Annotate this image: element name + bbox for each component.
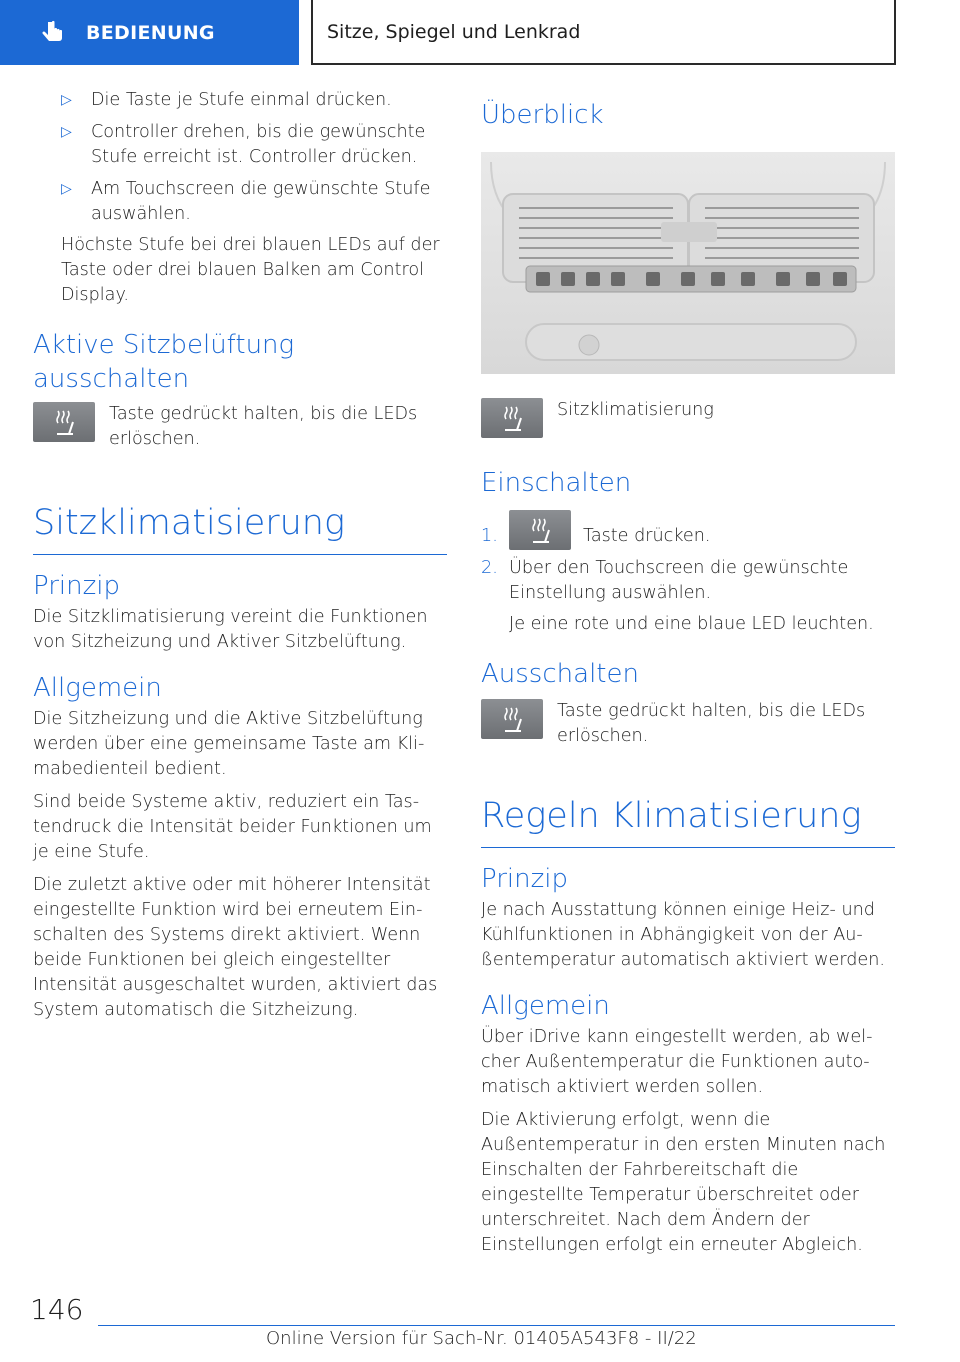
general-paragraph: Die zuletzt aktive oder mit höherer Intensität eingestellte Funktion wird bei erneutem Einschalten des Systems direkt aktiviert. Wenn beide Funktionen bei gleich eingestellter Intensität ausgeschaltet wurden, aktiviert das System automatisch die Sitzheizung. bbox=[33, 875, 438, 1020]
climate-panel-photo bbox=[481, 152, 895, 374]
section-tab bbox=[0, 0, 299, 65]
seat-climate-icon bbox=[497, 403, 527, 433]
seat-climate-icon bbox=[525, 515, 555, 545]
off-heading: Ausschalten bbox=[481, 659, 639, 689]
off-instruction bbox=[33, 402, 447, 452]
max-level-text: Höchste Stufe bei drei blauen LEDs auf der Taste oder drei blauen Balken am Control Display. bbox=[61, 235, 440, 305]
main-heading: Sitzklimatisierung bbox=[33, 502, 447, 555]
list-item: ▷ Die Taste je Stufe einmal drücken. bbox=[33, 88, 447, 113]
page-number: 146 bbox=[30, 1293, 84, 1326]
general-paragraph: Die Aktivierung erfolgt, wenn die Außentemperatur in den ersten Minuten nach Einschalten der Fahrbereitschaft die eingestellte Temperatur überschreitet oder unterschreitet. Nach dem Ändern der Einstellungen erfolgt ein erneuter Abgleich. bbox=[481, 1110, 886, 1255]
on-note: Je eine rote und eine blaue LED leuchten. bbox=[509, 614, 874, 634]
list-item: 1. Taste drücken. bbox=[481, 510, 895, 550]
triangle-bullet-icon: ▷ bbox=[61, 124, 72, 140]
hand-pointer-icon bbox=[40, 20, 66, 46]
general-paragraph: Sind beide Systeme aktiv, reduziert ein Tastendruck die Intensität beider Funktionen um je eine Stufe. bbox=[33, 792, 432, 862]
chapter-header bbox=[311, 0, 896, 65]
principle-heading: Prinzip bbox=[481, 864, 568, 894]
icon-legend bbox=[481, 398, 895, 438]
list-item: 2. Über den Touchscreen die gewünschte Einstellung auswählen. bbox=[481, 558, 849, 603]
off-text: Taste gedrückt halten, bis die LEDs erlöschen. bbox=[109, 404, 418, 449]
left-column bbox=[33, 88, 447, 1023]
triangle-bullet-icon: ▷ bbox=[61, 92, 72, 108]
list-item: ▷ Am Touchscreen die gewünschte Stufe auswählen. bbox=[61, 179, 431, 224]
principle-text: Die Sitzklimatisierung vereint die Funktionen von Sitzheizung und Aktiver Sitzbelüftung. bbox=[33, 607, 428, 652]
icon-caption: Sitzklimatisierung bbox=[557, 400, 714, 420]
seat-climate-icon bbox=[49, 407, 79, 437]
section-heading: Aktive Sitzbelüftung ausschalten bbox=[33, 330, 295, 394]
general-heading: Allgemein bbox=[481, 991, 610, 1021]
main-heading: Regeln Klimatisierung bbox=[481, 795, 895, 848]
general-paragraph: Die Sitzheizung und die Aktive Sitzbelüftung werden über eine gemeinsame Taste am Klimabedienteil bedient. bbox=[33, 709, 425, 779]
right-column bbox=[481, 88, 895, 1258]
on-steps bbox=[481, 510, 895, 606]
off-text: Taste gedrückt halten, bis die LEDs erlöschen. bbox=[557, 701, 866, 746]
general-heading: Allgemein bbox=[33, 673, 162, 703]
seat-climate-button-icon bbox=[481, 398, 543, 438]
seat-climate-button-icon bbox=[481, 699, 543, 739]
overview-heading: Überblick bbox=[481, 100, 604, 130]
footer-divider bbox=[98, 1325, 895, 1326]
on-heading: Einschalten bbox=[481, 468, 632, 498]
triangle-bullet-icon: ▷ bbox=[61, 181, 72, 197]
general-paragraph: Über iDrive kann eingestellt werden, ab welcher Außentemperatur die Funktionen automatisch aktiviert werden sollen. bbox=[481, 1027, 873, 1097]
off-instruction bbox=[481, 699, 895, 749]
principle-heading: Prinzip bbox=[33, 571, 120, 601]
seat-climate-button-icon bbox=[509, 510, 571, 550]
seat-climate-icon bbox=[497, 704, 527, 734]
section-label: BEDIENUNG bbox=[86, 21, 215, 44]
chapter-title: Sitze, Spiegel und Lenkrad bbox=[327, 20, 581, 43]
step-list bbox=[33, 88, 447, 227]
seat-climate-button-icon bbox=[33, 402, 95, 442]
online-version-text: Online Version für Sach-Nr. 01405A543F8 - II/22 bbox=[266, 1328, 697, 1349]
principle-text: Je nach Ausstattung können einige Heiz- und Kühlfunktionen in Abhängigkeit von der Außentemperatur automatisch aktiviert werden. bbox=[481, 900, 885, 970]
list-item: ▷ Controller drehen, bis die gewünschte Stufe erreicht ist. Controller drücken. bbox=[61, 122, 426, 167]
